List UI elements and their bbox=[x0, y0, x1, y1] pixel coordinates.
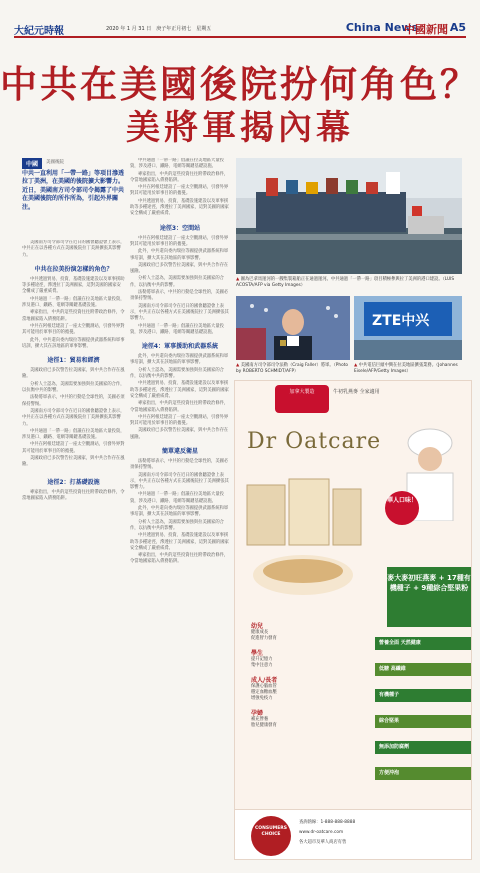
ad-availability: 各大超市及華人商店有售 bbox=[299, 840, 347, 845]
zte-photo-caption: ▲ 中共電信巨頭中興在拉美地區擴張業務。（Johannes Eisele/AFP/Getty Images） bbox=[354, 363, 458, 374]
paragraph: 專家指出，中共的這些投資往往附帶政治條件，令當地國家陷入債務陷阱。 bbox=[22, 310, 125, 322]
age-item: 孕婦 補充營養 胎兒健康發育 bbox=[251, 710, 277, 728]
paragraph: 美國南方司令部司令在近日的國會聽證會上表示，中共正在以各種方式在美國後院拉丁美洲擴張其影響力。 bbox=[22, 408, 125, 427]
category-tag: 中國 bbox=[22, 158, 42, 169]
ad-website[interactable]: www.dr-oatcare.com bbox=[299, 830, 344, 835]
ad-benefit: 綜合堅果 bbox=[375, 715, 471, 728]
paragraph: 中共通過「一帶一路」倡議在拉美地區大量投資，涉及港口、鐵路、電網等關鍵基礎設施。 bbox=[22, 296, 125, 309]
ad-benefit: 低糖 高纖維 bbox=[375, 663, 471, 676]
way3-subhead: 途徑3：空間站 bbox=[159, 224, 201, 232]
ad-hotline: 查詢熱線：1-888-888-8888 bbox=[299, 820, 356, 825]
consumers-choice-badge: CONSUMERS CHOICE bbox=[251, 816, 291, 856]
ad-top-text: 牛初乳燕麥 全家適用 bbox=[333, 389, 380, 395]
way5-subhead: 簡單違反衛星 bbox=[161, 447, 198, 455]
ad-seal: 加拿大製造 bbox=[275, 385, 329, 413]
ship-photo-caption: ▲ 圖為巴拿馬運河的一艘集裝箱船正在通過運河。中共通過「一帶一路」項目積極參與拉丁美洲的港口建設。（LUIS ACOSTA/AFP via Getty Images） bbox=[236, 277, 455, 288]
text-column-2 bbox=[130, 158, 230, 858]
paragraph: 美國政府已多次警告拉美國家，與中共合作存在風險。 bbox=[22, 456, 125, 468]
way1-subhead: 途徑1：貿易和經濟 bbox=[47, 357, 100, 365]
ad-benefit: 營養全面 天然健康 bbox=[375, 637, 471, 650]
paragraph: 中共通過「一帶一路」倡議在拉美地區大量投資，涉及港口、鐵路、電網等關鍵基礎設施。 bbox=[130, 158, 224, 170]
paragraph: 分析人士認為，美國需要加強與拉美國家的合作，以抗衡中共的影響。 bbox=[22, 381, 125, 394]
ad-footer bbox=[235, 809, 472, 860]
question-subhead: 中共在拉美扮演怎樣的角色？ bbox=[34, 265, 113, 273]
paragraph: 專家指出，中共的這些投資往往附帶政治條件，令當地國家陷入債務陷阱。 bbox=[130, 553, 229, 565]
text-column-1 bbox=[22, 240, 125, 860]
section-brand: China News bbox=[345, 21, 418, 34]
ad-age-list bbox=[251, 621, 371, 735]
paragraph: 此外，中共還向委內瑞拉等國提供武器系統和軍事培訓，擴大其在該地區的軍事影響。 bbox=[130, 354, 229, 366]
headline-sub: 美將軍揭內幕 bbox=[126, 108, 354, 148]
page-number: A5 bbox=[449, 21, 466, 34]
paragraph: 專家指出，中共的這些投資往往附帶政治條件，令當地國家陷入債務陷阱。 bbox=[22, 489, 125, 501]
caption-marker-icon: ▲ bbox=[354, 363, 358, 368]
paragraph: 專家指出，中共的這些投資往往附帶政治條件，令當地國家陷入債務陷阱。 bbox=[130, 171, 229, 183]
paragraph: 中共在阿根廷建設了一座太空觀測站，引發外界對其可能用於軍事目的的擔憂。 bbox=[130, 414, 229, 427]
paragraph: 分析人士認為，美國需要加強與拉美國家的合作，以抗衡中共的影響。 bbox=[130, 276, 224, 288]
headline-main: 中共在美國後院扮何角色？ bbox=[0, 63, 480, 106]
admiral-photo bbox=[236, 296, 350, 360]
caption-marker-icon: ▲ bbox=[236, 363, 240, 368]
paragraph: 中共在阿根廷建設了一座太空觀測站，引發外界對其可能用於軍事目的的擔憂。 bbox=[130, 185, 229, 197]
paragraph: 中共在阿根廷建設了一座太空觀測站，引發外界對其可能用於軍事目的的擔憂。 bbox=[22, 323, 125, 336]
paragraph: 美國政府已多次警告拉美國家，與中共合作存在風險。 bbox=[130, 428, 229, 440]
section-title: 中國新聞 bbox=[404, 23, 448, 36]
paragraph: 美國政府已多次警告拉美國家，與中共合作存在風險。 bbox=[22, 368, 125, 380]
ad-brand-name: Dr Oatcare bbox=[247, 429, 382, 454]
paragraph: 法勒將軍表示，中共的行動是全球性的，美國必須保持警惕。 bbox=[130, 458, 229, 471]
paragraph: 此外，中共還向委內瑞拉等國提供武器系統和軍事培訓，擴大其在該地區的軍事影響。 bbox=[130, 506, 229, 518]
paragraph: 中共通過「一帶一路」倡議在拉美地區大量投資，涉及港口、鐵路、電網等關鍵基礎設施。 bbox=[22, 428, 125, 441]
ad-benefit: 方便沖泡 bbox=[375, 767, 471, 780]
paragraph: 分析人士認為，美國需要加強與拉美國家的合作，以抗衡中共的影響。 bbox=[130, 519, 224, 531]
paragraph: 中共通過「一帶一路」倡議在拉美地區大量投資，涉及港口、鐵路、電網等關鍵基礎設施。 bbox=[130, 492, 224, 504]
ship-photo bbox=[236, 158, 462, 274]
paragraph: 中共透過貿易、投資、基礎設施建設以及軍事援助等多種途徑，滲透拉丁美洲國家，這對美國的國家安全構成了嚴重威脅。 bbox=[130, 533, 229, 551]
ad-green-box: 麥大麥初旺燕麥 + 17種有機種子 + 9種綜合堅果粉 bbox=[387, 567, 471, 627]
way2-subhead: 途徑2：打基礎設施 bbox=[47, 478, 100, 486]
age-item: 成人/長者 保護心腦血管 穩定血糖血壓 增強免疫力 bbox=[251, 677, 278, 701]
age-item: 幼兒 健康成長 促進智力發育 bbox=[251, 623, 277, 641]
paragraph: 美國南方司令部司令在近日的國會聽證會上表示，中共正在以各種方式在美國後院拉丁美洲擴張其影響力。 bbox=[130, 472, 229, 491]
ad-benefit: 有機種子 bbox=[375, 689, 471, 702]
zte-photo bbox=[354, 296, 462, 360]
paragraph: 美國政府已多次警告拉美國家，與中共合作存在風險。 bbox=[130, 262, 229, 275]
paragraph: 分析人士認為，美國需要加強與拉美國家的合作，以抗衡中共的影響。 bbox=[130, 367, 224, 380]
article-lead: 中共一直利用「一帶一路」等項目滲透拉丁美洲，在美國的後院擴大影響力。近日，美國南方司令部司令揭露了中共在美國後院的所作所為，引起外界關注。 bbox=[22, 170, 125, 211]
oatcare-advertisement[interactable] bbox=[234, 380, 472, 860]
zte-sign-text: ZTE中兴 bbox=[372, 313, 430, 329]
paragraph: 法勒將軍表示，中共的行動是全球性的，美國必須保持警惕。 bbox=[130, 290, 229, 302]
ad-benefit: 無添加防腐劑 bbox=[375, 741, 471, 754]
paragraph: 此外，中共還向委內瑞拉等國提供武器系統和軍事培訓，擴大其在該地區的軍事影響。 bbox=[130, 249, 229, 261]
paragraph: 中共在阿根廷建設了一座太空觀測站，引發外界對其可能用於軍事目的的擔憂。 bbox=[22, 442, 125, 454]
masthead bbox=[14, 20, 466, 38]
ad-red-seal: 華人口味！ bbox=[385, 491, 419, 525]
paragraph: 專家指出，中共的這些投資往往附帶政治條件，令當地國家陷入債務陷阱。 bbox=[130, 401, 229, 413]
paragraph: 法勒將軍表示，中共的行動是全球性的，美國必須保持警惕。 bbox=[22, 395, 125, 407]
paragraph: 中共在阿根廷建設了一座太空觀測站，引發外界對其可能用於軍事目的的擔憂。 bbox=[130, 235, 229, 247]
issue-date: 2020 年 1 月 31 日 庚子年正月初七 星期五 bbox=[106, 26, 212, 32]
paragraph: 美國南方司令部司令在近日的國會聽證會上表示，中共正在以各種方式在美國後院拉丁美洲擴張其影響力。 bbox=[130, 303, 229, 322]
caption-marker-icon: ▲ bbox=[236, 277, 240, 282]
way4-subhead: 途徑4：軍事援助和武器系統 bbox=[141, 343, 219, 351]
admiral-photo-caption: ▲ 美國南方司令部司令法勒（Craig Faller）將軍。（Photo by ROBERTO SCHMIDT/AFP） bbox=[236, 363, 349, 374]
paragraph: 美國南方司令部司令在近日的國會聽證會上表示，中共正在以各種方式在美國後院拉丁美洲擴張其影響力。 bbox=[22, 240, 125, 258]
paragraph: 此外，中共還向委內瑞拉等國提供武器系統和軍事培訓，擴大其在該地區的軍事影響。 bbox=[22, 337, 125, 349]
age-item: 學生 提升記憶力 集中注意力 bbox=[251, 650, 273, 668]
ad-products-illustration bbox=[243, 465, 363, 615]
paragraph: 中共通過「一帶一路」倡議在拉美地區大量投資，涉及港口、鐵路、電網等關鍵基礎設施。 bbox=[130, 323, 224, 335]
paragraph: 中共透過貿易、投資、基礎設施建設以及軍事援助等多種途徑，滲透拉丁美洲國家，這對美國的國家安全構成了嚴重威脅。 bbox=[22, 276, 125, 295]
category-subtag: 美國後院 bbox=[46, 160, 64, 165]
newspaper-logo: 大紀元時報 bbox=[14, 26, 64, 37]
paragraph: 中共透過貿易、投資、基礎設施建設以及軍事援助等多種途徑，滲透拉丁美洲國家，這對美國的國家安全構成了嚴重威脅。 bbox=[130, 198, 229, 217]
paragraph: 中共透過貿易、投資、基礎設施建設以及軍事援助等多種途徑，滲透拉丁美洲國家，這對美國的國家安全構成了嚴重威脅。 bbox=[130, 381, 229, 399]
